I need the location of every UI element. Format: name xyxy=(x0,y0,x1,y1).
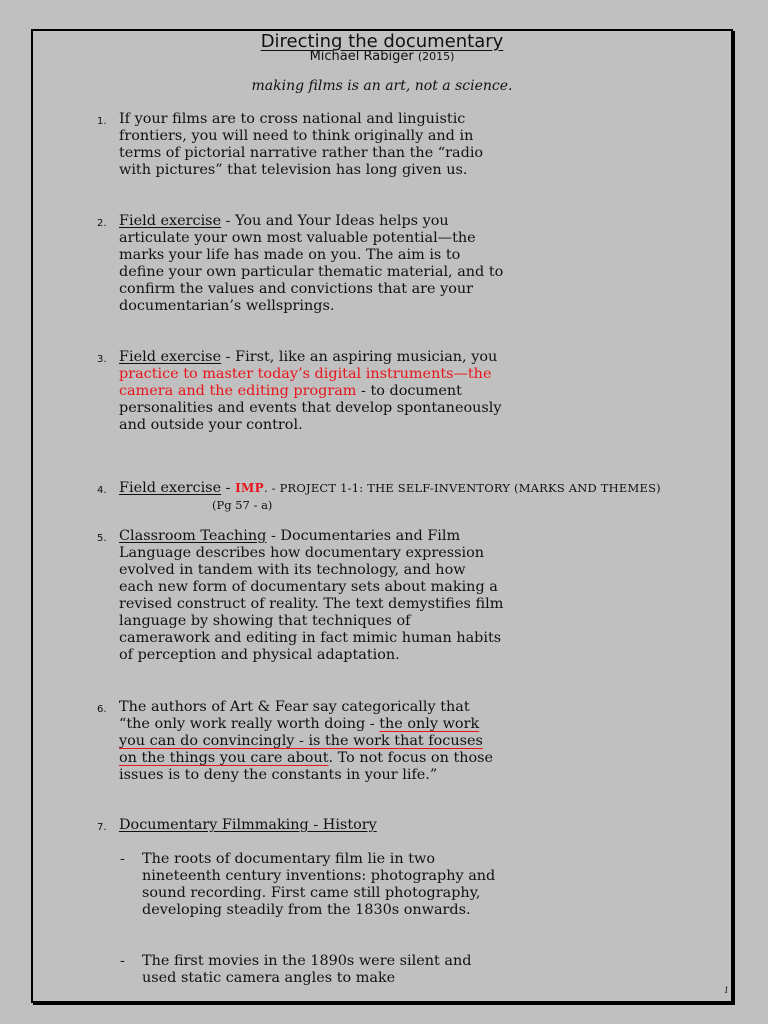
list-item-5 xyxy=(97,528,504,664)
document-page xyxy=(31,29,733,1003)
document-title: Directing the documentary xyxy=(260,31,504,52)
list-item-text: - First, like an aspiring musician, you xyxy=(221,349,498,365)
document-tagline: making films is an art, not a science. xyxy=(251,78,513,94)
bullet-dash: - xyxy=(120,953,125,969)
list-item-3 xyxy=(97,349,504,434)
list-item-6 xyxy=(97,699,504,784)
list-item-2 xyxy=(97,213,504,315)
list-item-text: The authors of Art & Fear say categorically that “the only work really worth doing - xyxy=(119,699,470,732)
item-heading: Documentary Filmmaking - History xyxy=(119,817,377,833)
item-heading: Classroom Teaching xyxy=(119,528,267,544)
list-item-4 xyxy=(97,480,739,512)
list-item-text-end: . To not focus on those issues is to deny the constants in your life.” xyxy=(119,750,494,783)
item-heading: Field exercise xyxy=(119,480,222,496)
list-number: 7. xyxy=(97,822,107,833)
list-item-text: - You and Your Ideas helps you articulate your own most valuable potential—the marks your life has made on you. The aim is to define your own particular thematic material, and to confirm the values and convictions that are your documentarian’s wellsprings. xyxy=(119,213,504,314)
project-title: . - PROJECT 1-1: THE SELF-INVENTORY (MARKS AND THEMES) xyxy=(263,481,661,495)
list-number: 1. xyxy=(97,116,107,127)
bullet-text: The roots of documentary film lie in two nineteenth century inventions: photography and sound recording. First came still photography, developing steadily from the 1830s onwards. xyxy=(142,851,496,918)
list-number: 5. xyxy=(97,533,107,544)
bullet-dash: - xyxy=(120,851,125,867)
list-item-text-end: - to document personalities and events that develop spontaneously and outside your control. xyxy=(119,383,502,433)
page-number: 1 xyxy=(723,986,729,995)
list-number: 2. xyxy=(97,218,107,229)
bullet-text: The first movies in the 1890s were silent and used static camera angles to make xyxy=(142,953,472,986)
document-author: Michael Rabiger (2015) xyxy=(309,49,455,64)
underlined-quote: the only work you can do convincingly - is the work that focuses on the things you care about xyxy=(119,716,483,766)
list-item-text: If your films are to cross national and linguistic frontiers, you will need to think originally and in terms of pictorial narrative rather than the “radio with pictures” that television has long given us. xyxy=(119,111,484,178)
item-heading: Field exercise xyxy=(119,213,222,229)
highlighted-text: practice to master today’s digital instruments—the camera and the editing program xyxy=(119,366,492,399)
list-number: 4. xyxy=(97,485,107,496)
list-item-text: - Documentaries and Film Language describes how documentary expression evolved in tandem with its technology, and how each new form of documentary sets about making a revised construct of reality. The text demystifies film language by showing that techniques of camerawork and editing in fact mimic human habits of perception and physical adaptation. xyxy=(119,528,504,663)
list-item-1 xyxy=(97,111,504,179)
item-heading: Field exercise xyxy=(119,349,222,365)
list-number: 3. xyxy=(97,354,107,365)
page-reference: (Pg 57 - a) xyxy=(212,498,273,512)
list-item-7 xyxy=(97,817,504,834)
document-year: (2015) xyxy=(417,50,455,63)
sub-bullet-1 xyxy=(120,851,507,919)
sub-bullet-2 xyxy=(120,953,507,987)
item-separator: - xyxy=(221,480,236,496)
list-number: 6. xyxy=(97,704,107,715)
imp-label: IMP xyxy=(235,481,264,495)
